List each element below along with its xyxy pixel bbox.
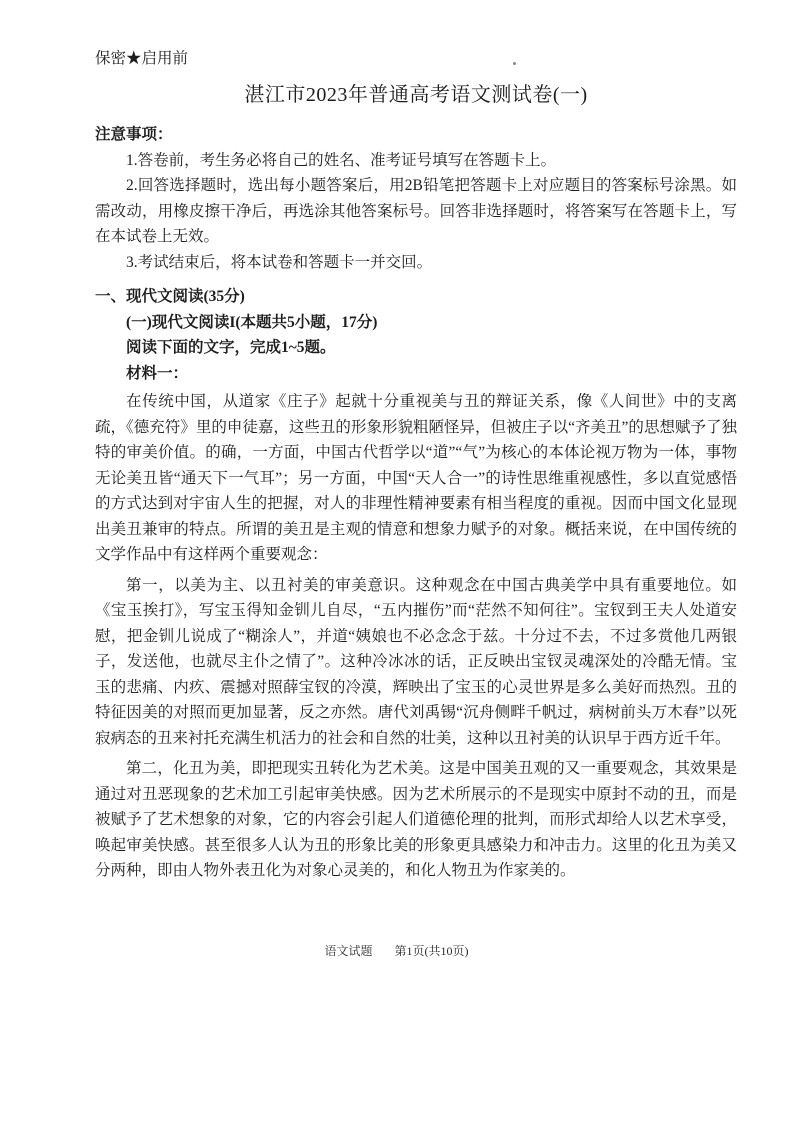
security-marking: 保密★启用前 (95, 50, 189, 67)
notice-item-3: 3.考试结束后，将本试卷和答题卡一并交回。 (126, 253, 433, 271)
page-content (95, 50, 737, 884)
material-paragraph-1: 在传统中国，从道家《庄子》起就十分重视美与丑的辩证关系，像《人间世》中的支离疏，《德充符》里的申徒嘉，这些丑的形象形貌粗陋怪异，但被庄子以“齐美丑”的思想赋予了独特的审美价值。的确，一方面，中国古代哲学以“道”“气”为核心的本体论视万物为一体，事物无论美丑皆“通天下一气耳”；另一方面，中国“天人合一”的诗性思维重视感性，多以直觉感悟的方式达到对宇宙人生的把握，对人的非理性精神要素有相当程度的重视。因而中国文化显现出美丑兼审的特点。所谓的美丑是主观的情意和想象力赋予的对象。概括来说，在中国传统的文学作品中有这样两个重要观念： (95, 393, 737, 563)
reading-section (95, 284, 737, 884)
footer-page-indicator: 第1页(共10页) (394, 944, 469, 958)
notice-heading: 注意事项： (95, 126, 173, 143)
material-label: 材料一： (126, 364, 189, 382)
section-heading: 一、现代文阅读(35分) (95, 288, 245, 305)
document-title: 湛江市2023年普通高考语文测试卷(一) (244, 84, 588, 106)
material-paragraph-3: 第二，化丑为美，即把现实丑转化为艺术美。这是中国美丑观的又一重要观念，其效果是通过对丑恶现象的艺术加工引起审美快感。因为艺术所展示的不是现实中原封不动的丑，而是被赋予了艺术想象的对象，它的内容会引起人们道德伦理的批判，而形式却给人以艺术享受，唤起审美快感。甚至很多人认为丑的形象比美的形象更具感染力和冲击力。这里的化丑为美又分两种，即由人物外表丑化为对象心灵美的，和化人物丑为作家美的。 (95, 760, 737, 879)
material-paragraph-2: 第一，以美为主、以丑衬美的审美意识。这种观念在中国古典美学中具有重要地位。如《宝玉挨打》，写宝玉得知金钏儿自尽，“五内摧伤”而“茫然不知何往”。宝钗到王夫人处道安慰，把金钏儿说成了“糊涂人”，并道“姨娘也不必念念于兹。十分过不去，不过多赏他几两银子，发送他，也就尽主仆之情了”。这种冷冰冰的话，正反映出宝钗灵魂深处的冷酷无情。宝玉的悲痛、内疚、震撼对照薛宝钗的冷漠，辉映出了宝玉的心灵世界是多么美好而热烈。丑的特征因美的对照而更加显著，反之亦然。唐代刘禹锡“沉舟侧畔千帆过，病树前头万木春”以死寂病态的丑来衬托充满生机活力的社会和自然的壮美，这种以丑衬美的认识早于西方近千年。 (95, 576, 737, 747)
notice-item-1: 1.答卷前，考生务必将自己的姓名、准考证号填写在答题卡上。 (126, 151, 557, 169)
notice-item-2: 2.回答选择题时，选出每小题答案后，用2B铅笔把答题卡上对应题目的答案标号涂黑。如需改动，用橡皮擦干净后，再选涂其他答案标号。回答非选择题时，将答案写在答题卡上，写在本试卷上无效。 (95, 177, 737, 245)
page-footer (0, 944, 793, 958)
section-subheading: (一)现代文阅读I(本题共5小题，17分) (126, 313, 378, 331)
reading-instruction: 阅读下面的文字，完成1~5题。 (126, 339, 336, 356)
footer-subject-label: 语文试题 (324, 944, 373, 958)
notice-block (95, 122, 737, 275)
